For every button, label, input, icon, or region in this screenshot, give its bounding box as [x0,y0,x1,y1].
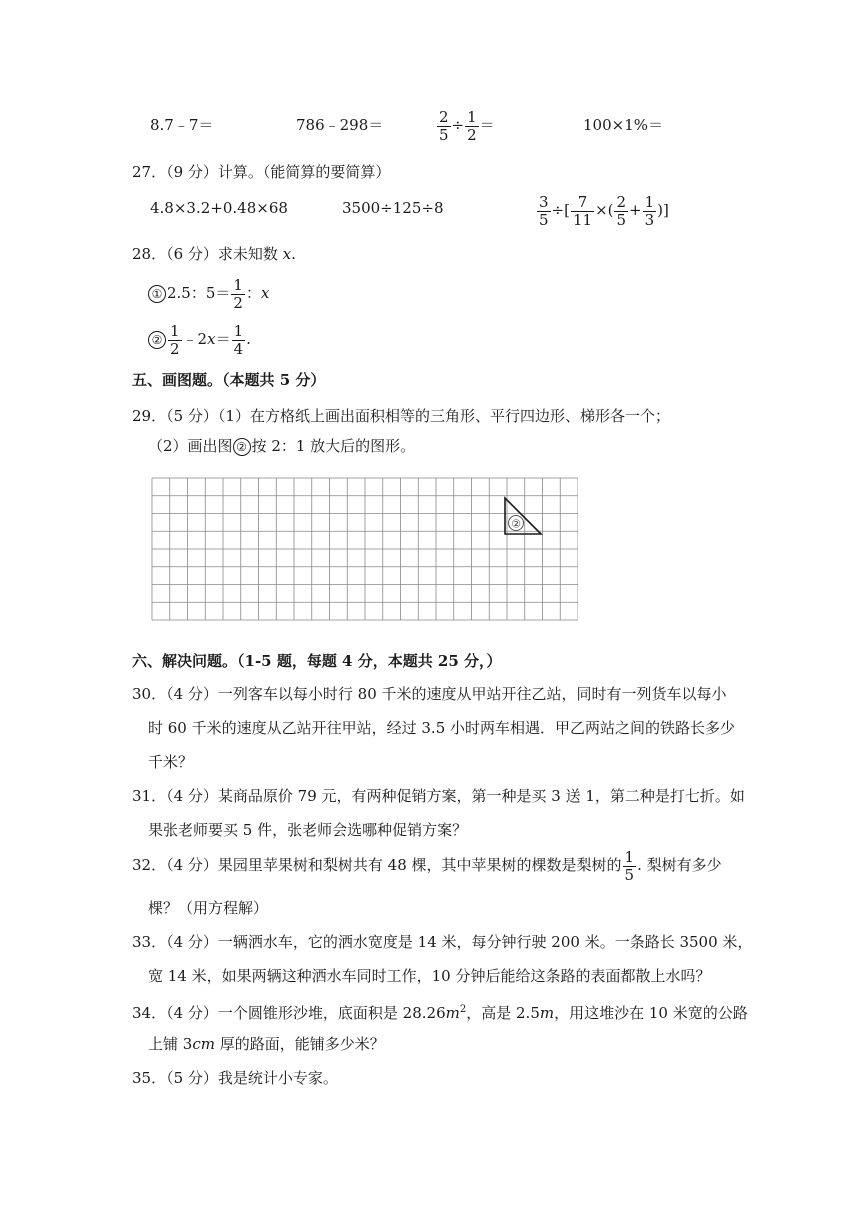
q32-line-1: 32．（4 分）果园里苹果树和梨树共有 48 棵，其中苹果树的棵数是梨树的 $\frac{1}{5}$ . 梨树有多少 [132,847,722,884]
calc-item-3: $\frac{2}{5}$ ÷ $\frac{1}{2}$ ＝ [439,107,495,144]
q35-line: 35．（5 分）我是统计小专家。 [132,1069,338,1087]
q33-line-1: 33．（4 分）一辆洒水车，它的洒水宽度是 14 米，每分钟行驶 200 米。一条路长 3500 米， [132,933,753,951]
fraction: $\frac{1}{2}$ [233,275,243,312]
q32-line-2: 棵？（用方程解） [148,899,269,917]
q29-line-2: （2）画出图 ② 按 2：1 放大后的图形。 [148,437,416,455]
q27-expr-3: $\frac{3}{5}$ ÷[ $\frac{7}{11}$ ×( $\frac{2}{5}$ + $\frac{1}{3}$ )] [539,192,669,229]
grid-lines [152,478,578,620]
q33-line-2: 宽 14 米，如果两辆这种洒水车同时工作，10 分钟后能给这条路的表面都散上水吗？ [148,967,711,985]
fraction: $\frac{1}{5}$ [624,847,635,884]
calc-item-4: 100×1%＝ [583,116,663,134]
section-6-title: 六、解决问题。（1-5 题，每题 4 分，本题共 25 分，） [132,652,502,670]
q28-header: 28．（6 分）求未知数 x. [132,245,296,263]
calc-item-1: 8.7﹣7＝ [150,116,214,134]
shape-label: ② [511,517,521,531]
fraction: $\frac{2}{5}$ [616,192,627,229]
q28-item-2: ② $\frac{1}{2}$ ﹣2x＝ $\frac{1}{4}$ . [148,322,251,357]
fraction: $\frac{2}{5}$ [439,107,449,144]
q30-line-3: 千米？ [148,753,194,771]
q27-header: 27．（9 分）计算。（能简算的要简算） [132,163,391,181]
fraction: $\frac{1}{2}$ [467,107,477,144]
q31-line-1: 31．（4 分）某商品原价 79 元，有两种促销方案，第一种是买 3 送 1，第二种是打七折。如 [132,787,745,805]
fraction: $\frac{7}{11}$ [572,192,593,229]
q34-line-1: 34．（4 分）一个圆锥形沙堆，底面积是 $28.26m^2$，高是 2.5m，用这堆沙在 10 米宽的公路 [132,1004,748,1022]
fraction: $\frac{1}{2}$ [170,321,180,358]
calc-item-2: 786﹣298＝ [296,116,384,134]
q27-expr-1: 4.8×3.2+0.48×68 [150,199,288,217]
fraction: $\frac{1}{4}$ [233,321,244,358]
circled-number: ① [148,285,166,303]
q28-item-1: ① 2.5：5＝ $\frac{1}{2}$ ：x [148,276,269,311]
grid-paper [150,476,578,628]
circled-number: ② [148,331,166,349]
section-5-title: 五、画图题。（本题共 5 分） [132,371,326,389]
q31-line-2: 果张老师要买 5 件，张老师会选哪种促销方案？ [148,821,468,839]
q27-expr-2: 3500÷125÷8 [342,199,444,217]
q29-line-1: 29．（5 分）（1）在方格纸上画出面积相等的三角形、平行四边形、梯形各一个； [132,407,670,425]
fraction: $\frac{3}{5}$ [539,192,549,229]
q30-line-1: 30．（4 分）一列客车以每小时行 80 千米的速度从甲站开往乙站，同时有一列货车以每小 [132,685,727,703]
circled-number: ② [233,438,251,456]
q30-line-2: 时 60 千米的速度从乙站开往甲站，经过 3.5 小时两车相遇．甲乙两站之间的铁路长多少 [148,719,736,737]
q34-line-2: 上铺 3cm 厚的路面，能铺多少米？ [148,1035,385,1053]
fraction: $\frac{1}{3}$ [644,192,655,229]
